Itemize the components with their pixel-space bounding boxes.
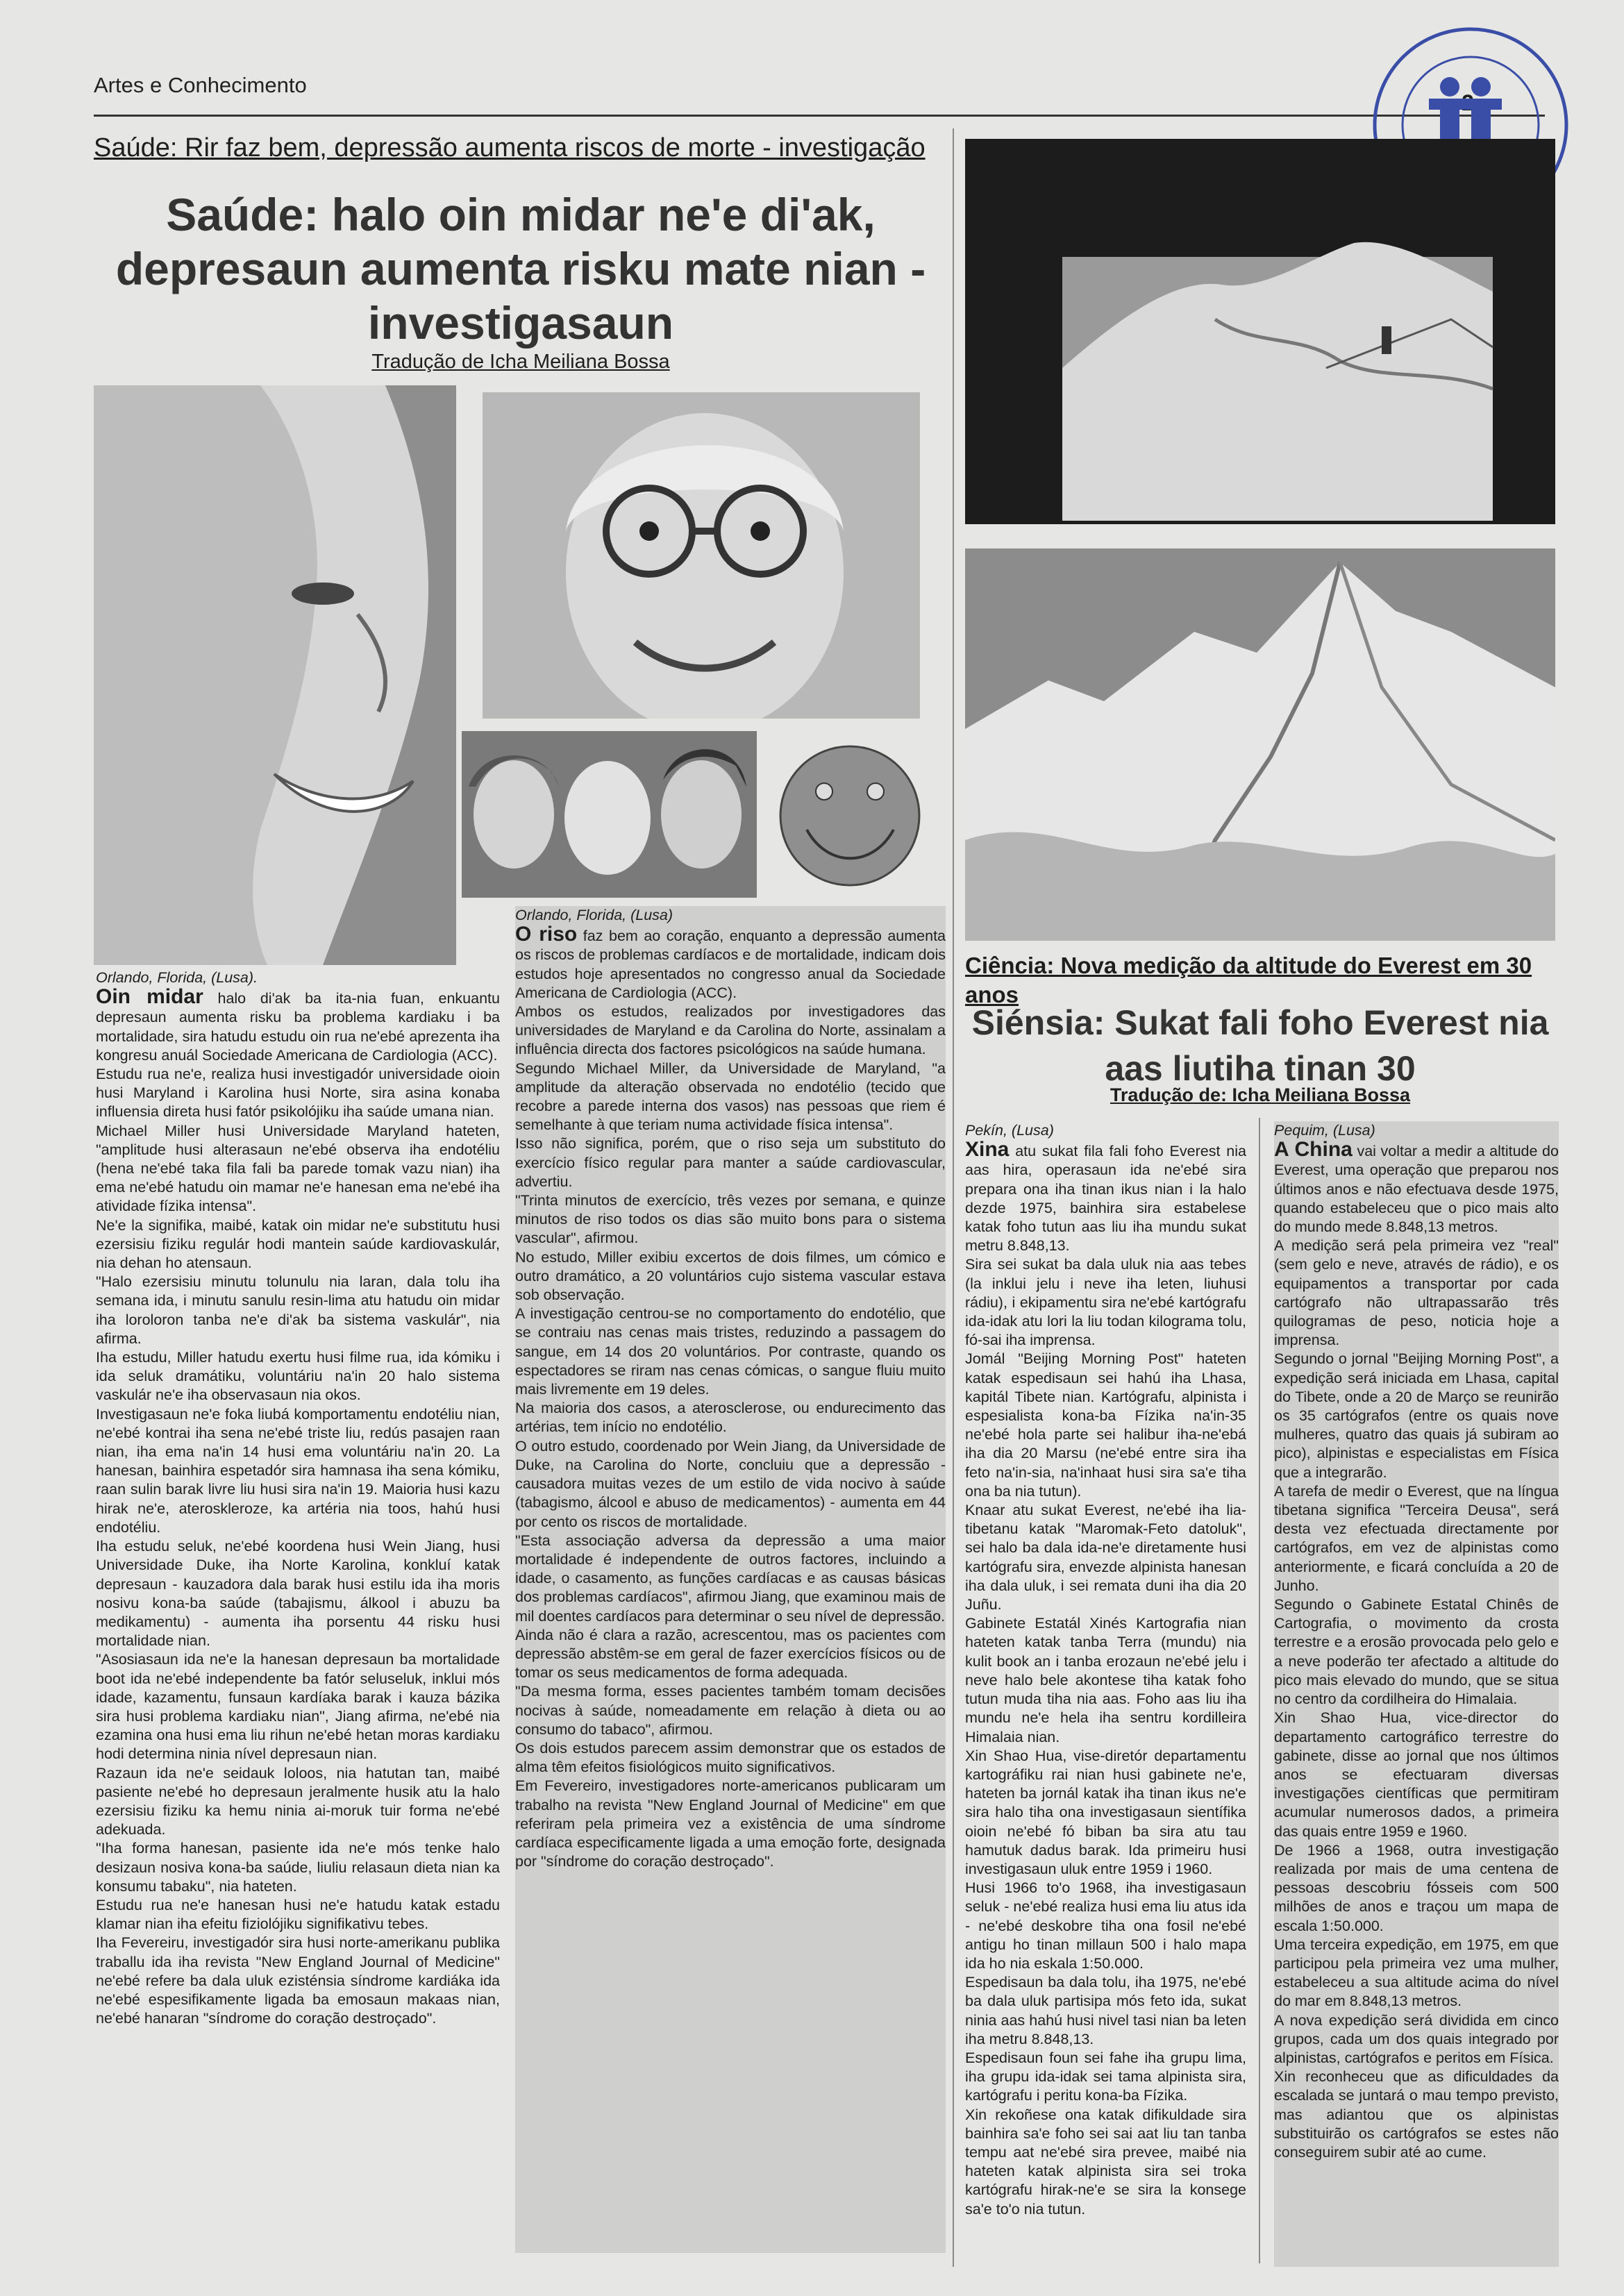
three-women-photo (462, 731, 757, 898)
article2-headline: Siénsia: Sukat fali foho Everest nia aas liutiha tinan 30 (971, 1003, 1549, 1088)
article1-portuguese-paragraph: Ainda não é clara a razão, acrescentou, mas os pacientes com depressão abstêm-se em geral de fazer exercícios físicos ou de tomar os seus medicamentos de forma adequada. (515, 1626, 946, 1682)
article1-portuguese-paragraph: Ambos os estudos, realizados por investigadores das universidades de Maryland e da Carolina do Norte, assinalam a influência directa dos factores psicológicos na saúde humana. (515, 1003, 946, 1058)
article1-tetum-lead: Oin midar (96, 985, 203, 1009)
column-divider (1259, 1118, 1260, 2263)
article1-portuguese-column (515, 906, 946, 2253)
article1-portuguese-paragraph: O outro estudo, coordenado por Wein Jiang, da Universidade de Duke, na Carolina do Norte, concluiu que a depressão - causadora muitas vezes de um estilo de vida nocivo à saúde (tabagismo, álcool e abuso de medicamentos) - aumenta em 44 por cento os riscos de mortalidade. (515, 1437, 946, 1530)
article2-portuguese-paragraph: De 1966 a 1968, outra investigação realizada por mais de uma centena de pessoas descobriu fósseis com 500 milhões de anos e traçou um mapa de escala 1:50.000. (1274, 1841, 1559, 1934)
article1-tetum-dateline: Orlando, Florida, (Lusa). (96, 969, 258, 986)
article2-portuguese-paragraph: A tarefa de medir o Everest, que na língua tibetana significa "Terceira Deusa", será desta vez efectuada directamente por cartógrafos, em vez de alpinistas como anteriormente, e ficará concluída a 20 de Junho. (1274, 1482, 1559, 1594)
article2-portuguese-paragraph: Segundo o Gabinete Estatal Chinês de Cartografia, o movimento da crosta terrestre e a erosão provocada pelo gelo e a neve poderão ter afectado a altitude do pico mais elevado do mundo, que se situa no centro da cordilheira do Himalaia. (1274, 1596, 1559, 1708)
article1-tetum-paragraph: Iha estudu, Miller hatudu exertu husi filme rua, ida kómiku i ida seluk dramátiku, voluntáriu na'in 20 halo sistema vaskulár ne'e iha observasaun nia okos. (96, 1349, 500, 1404)
article2-kicker: Ciência: Nova medição da altitude do Everest em 30 anos (965, 953, 1532, 1007)
article2-tetum-column (965, 1121, 1246, 2267)
article1-portuguese-paragraph: "Esta associação adversa da depressão a uma maior mortalidade é independente de outros factores, incluindo a idade, o casamento, as funções cardíacas e as causas básicas dos problemas cardíacos", afirmou Jiang, que examinou mais de mil doentes cardíacos para determinar o seu nível de depressão. (515, 1532, 946, 1625)
article2-portuguese-lead: A China (1274, 1138, 1353, 1162)
article1-translator: Tradução de Icha Meiliana Bossa (371, 351, 670, 373)
section-label: Artes e Conhecimento (94, 73, 307, 97)
article1-portuguese-paragraph: A investigação centrou-se no comportamento do endotélio, que se contraiu nas cenas mais tristes, reduzindo a passagem do sangue, em 14 dos 20 voluntários. Por contraste, quando os espectadores se riram nas cenas cómicas, o sangue fluiu muito mais livremente em 19 deles. (515, 1305, 946, 1398)
article1-tetum-paragraph: "Iha forma hanesan, pasiente ida ne'e mós tenke halo desizaun nosiva kona-ba saúde, liuliu relasaun dieta nian ka konsumu tabaku", nia hateten. (96, 1840, 500, 1895)
article2-tetum-lead: Xina (965, 1138, 1010, 1162)
article2-tetum-paragraph: Gabinete Estatál Xinés Kartografia nian hateten katak tanba Terra (mundu) nia kulit book an i tanba erozaun ne'ebé jelu i neve halo bele akontese tiha katak foho tutun muda tiha nia aas. Foho aas liu iha mundu ne'e hela iha sentru kordilleira Himalaia nian. (965, 1615, 1246, 1745)
article1-portuguese-paragraph: Em Fevereiro, investigadores norte-americanos publicaram um trabalho na revista "New England Journal of Medicine" em que referiram pela primeira vez a existência de uma síndrome cardíaca especificamente ligada a uma emoção forte, designada por "síndrome do coração destroçado". (515, 1777, 946, 1870)
article2-portuguese-paragraph: Uma terceira expedição, em 1975, em que participou pela primeira vez uma mulher, estabeleceu a sua altitude acima do nível do mar em 8.848,13 metros. (1274, 1936, 1559, 2010)
article1-tetum-paragraph: Investigasaun ne'e foka liubá komportamentu endotéliu nian, ne'ebé kontrai iha sena ne'ebé triste liu, redús pasajen raan nian, iha ema na'in 14 husi ema voluntáriu na'in 20. La hanesan, bainhira espetadór sira hamnasa iha sena kómiku, raan sulin barak livre liu husi sira na'in 19. Maioria husi kazu hirak ne'e, aterosklerozе, ka artéria nia toos, hahú husi endotéliu. (96, 1405, 500, 1536)
article1-portuguese-paragraph: "Trinta minutos de exercício, três vezes por semana, e quinze minutos de riso todos os dias são muito bons para o sistema vascular", afirmou. (515, 1192, 946, 1247)
article2-tetum-paragraph: Sira sei sukat ba dala uluk nia aas tebes (la inklui jelu i neve iha leten, liuhusi rádiu), i ekipamentu sira ne'ebé kartógrafu ida-idak atu lori la liu todan kilograma tolu, fó-sai iha imprensa. (965, 1256, 1246, 1349)
article2-tetum-paragraph: Husi 1966 to'o 1968, iha investigasaun seluk - ne'ebé realiza husi ema liu atus ida - ne'ebé deskobre tiha ona fosil ne'ebé antigu ho tinan millaun 500 i halo mapa ida ho nia eskala 1:50.000. (965, 1879, 1246, 1972)
article2-portuguese-paragraph: A nova expedição será dividida em cinco grupos, cada um dos quais integrado por alpinistas, cartógrafos e peritos em Física. (1274, 2011, 1559, 2066)
article2-portuguese-paragraph: Segundo o jornal "Beijing Morning Post", a expedição será iniciada em Lhasa, capital do Tibete, onde a 20 de Março se reunirão os 35 cartógrafos (entre os quais nove mulheres, quatro das quais já subiram ao pico), alpinistas e especialistas em Física que a integrarão. (1274, 1350, 1559, 1481)
article1-portuguese-paragraph: Isso não significa, porém, que o riso seja um substituto do exercício físico regular para manter a saúde cardiovascular, advertiu. (515, 1135, 946, 1190)
article1-tetum-paragraph: Ne'e la signifika, maibé, katak oin midar ne'e substitutu husi ezersisiu fiziku regulár hodi mantein saúde kardiovaskulár, nia dehan ho atensaun. (96, 1216, 500, 1272)
article2-portuguese-dateline: Pequim, (Lusa) (1274, 1122, 1375, 1139)
article1-tetum-paragraph: Iha estudu seluk, ne'ebé koordena husi Wein Jiang, husi Universidade Duke, iha Norte Karolina, konkluí katak depresaun - kauzadora dala barak husi estilu ida iha moris nosivu kona-ba saúde (tabajismu, álkool i abuzu ba medikamentu) - aumenta iha porsentu 44 risku husi mortalidade nian. (96, 1538, 500, 1650)
article1-portuguese-paragraph: No estudo, Miller exibiu excertos de dois filmes, um cómico e outro dramático, a 20 voluntários cujo sistema vascular estava sob observação. (515, 1248, 946, 1304)
article1-portuguese-lead: O riso (515, 923, 578, 946)
article2-portuguese-column (1274, 1121, 1559, 2267)
article1-headline: Saúde: halo oin midar ne'e di'ak, depresaun aumenta risku mate nian - investigasaun (115, 189, 926, 349)
article2-tetum-paragraph: Xina atu sukat fila fali foho Everest nia aas hira, operasaun ida ne'ebé sira prepara ona iha tinan ikus nian i la halo dezde 1975, bainhira sira estabelese katak foho tutun aas liu iha mundu sukat metru 8.848,13. (965, 1138, 1246, 1255)
article1-portuguese-paragraph: Os dois estudos parecem assim demonstrar que os estados de alma têm efeitos fisiológicos muito significativos. (515, 1739, 946, 1776)
article1-tetum-paragraph: "Asosiasaun ida ne'e la hanesan depresaun ba mortalidade boot ida ne'ebé independente ba fatór seluseluk, inklui mós idade, kazamentu, funsaun kardíaka barak i kauza bázika sira husi problema kardiaku nian", Jiang afirma, ne'ebé nia ezamina ona husi ema liu rihun ne'ebé hetan moras kardiaku hodi determina ninia nível depresaun nian. (96, 1651, 500, 1763)
article1-tetum-paragraph: Michael Miller husi Universidade Maryland hateten, "amplitude husi alterasaun ne'ebé observa iha endotéliu (hena ne'ebé taka fila fali ba parede tomak vazu nian) iha ema ne'ebé hatudu oin mamar ne'e hanesan ema ne'ebé iha atividade fízika intensa". (96, 1122, 500, 1215)
article2-tetum-paragraph: Espedisaun foun sei fahe iha grupu lima, iha grupu ida-idak sei tama alpinista sira, kartógrafu i peritu kona-ba Fízika. (965, 2049, 1246, 2104)
header-rule (94, 115, 1545, 117)
article2-tetum-paragraph: Espedisaun ba dala tolu, iha 1975, ne'ebé ba dala uluk partisipa mós feto ida, sukat ninia aas hahú husi nivel tasi nian ba leten iha metru 8.848,13. (965, 1974, 1246, 2047)
article1-tetum-paragraph: Razaun ida ne'e seidauk loloos, nia hatutan tan, maibé pasiente ne'ebé ho depresaun jeralmente husik atu la halo ezersisiu fiziku ka hemu ninia ai-moruk tuir forma ne'ebé adekuada. (96, 1764, 500, 1838)
article1-tetum-paragraph: Estudu rua ne'e hanesan husi ne'e hatudu katak estadu klamar nian iha efeitu fiziolójiku signifikativu tebes. (96, 1896, 500, 1933)
article1-tetum-paragraph: Oin midar halo di'ak ba ita-nia fuan, enkuantu depresaun aumenta risku ba problema kardiaku i ba mortalidade, sira hatudu estudu oin rua ne'ebé aprezenta iha kongresu anuál Sociedade Americana de Cardiologia (ACC). (96, 985, 500, 1064)
article1-tetum-paragraph: "Halo ezersisiu minutu tolunulu nia laran, dala tolu iha semana ida, i minutu sanulu resin-lima atu hatudu oin midar iha loroloron tanba ne'e di'ak ba sistema vaskulár", nia afirma. (96, 1273, 500, 1347)
article2-translator: Tradução de: Icha Meiliana Bossa (1110, 1084, 1411, 1105)
article1-portuguese-paragraph: "Da mesma forma, esses pacientes também tomam decisões nocivas à saúde, nomeadamente em relação à dieta ou ao consumo do tabaco", afirmou. (515, 1683, 946, 1738)
article2-portuguese-paragraph: Xin Shao Hua, vice-director do departamento cartográfico terrestre do gabinete, disse ao jornal que nos últimos anos se efectuaram diversas investigações científicas que permitiram acumular numerosos dados, a primeira das quais entre 1959 e 1960. (1274, 1709, 1559, 1840)
column-divider (953, 128, 954, 2267)
article1-tetum-paragraph: Iha Fevereiru, investigadór sira husi norte-amerikanu publika traballu ida iha revista "New England Journal of Medicine" ne'ebé refere ba dala uluk ezisténsia síndrome kardiáka ida ne'ebé espesifikamente ligada ba emosaun makaas nian, ne'ebé hanaran "síndrome do coração destroçado". (96, 1934, 500, 2027)
article1-tetum-paragraph: Estudu rua ne'e, realiza husi investigadór universidade oioin husi Maryland i Karolina husi Norte, sira asina konaba influensia direta husi fatór psikolójiku iha saúde umana nian. (96, 1066, 500, 1121)
smiley-icon (769, 739, 932, 892)
article2-portuguese-paragraph: Xin reconheceu que as dificuldades da escalada se juntará o mau tempo previsto, mas adiantou que os alpinistas substituirão os cartógrafos se estes não conseguirem subir até ao cume. (1274, 2068, 1559, 2161)
article2-portuguese-paragraph: A medição será pela primeira vez "real" (sem gelo e neve, através de rádio), e os equipamentos a transportar por cada cartógrafo não ultrapassarão três quilogramas de peso, noticia hoje a imprensa. (1274, 1237, 1559, 1349)
woman-portrait-photo (94, 385, 456, 965)
article2-tetum-paragraph: Xin Shao Hua, vise-diretór departamentu kartográfiku rai nian husi gabinete ne'e, hateten ba jornál katak iha tinan ikus ne'e sira halo tiha ona investigasaun sientífika oioin ne'ebé fó biban ba sira atu tau hamutuk dadus barak. Ida primeiru husi investigasaun uluk entre 1959 i 1960. (965, 1747, 1246, 1877)
article2-tetum-dateline: Pekín, (Lusa) (965, 1122, 1054, 1139)
article2-tetum-paragraph: Jomál "Beijing Morning Post" hateten katak espedisaun sei hahú iha Lhasa, kapitál Tibete nian. Kartógrafu, alpinista i espesialista kona-ba Fízika na'in-35 ne'ebé hola parte sei halibur iha-ne'ebá iha dia 20 Marsu (ne'ebé entre sira iha feto na'in-sia, na'inhaat husi sira sa'e tiha ona ba nia tutun). (965, 1350, 1246, 1500)
article1-tetum-column (96, 969, 500, 2274)
article2-tetum-paragraph: Xin rekoñese ona katak difikuldade sira bainhira sa'e foho sei sai aat liu tan tanba tempu aat ne'ebé sira prevee, maibé nia hateten katak alpinista sira sei troka kartógrafu hirak-ne'e se sira la konsege sa'e to'o nia tutun. (965, 2106, 1246, 2218)
everest-peak-photo (965, 548, 1555, 941)
article2-tetum-paragraph: Knaar atu sukat Everest, ne'ebé iha lia-tibetanu katak "Maromak-Feto datoluk", sei halo ba dala ida-ne'e diretamente husi kartógrafu sira, envezde alpinista hanesan iha dala uluk, i sei remata duni iha dia 20 Juñu. (965, 1502, 1246, 1614)
article1-portuguese-dateline: Orlando, Florida, (Lusa) (515, 907, 673, 923)
everest-climbers-photo (965, 139, 1555, 524)
article2-portuguese-paragraph: A China vai voltar a medir a altitude do Everest, uma operação que preparou nos últimos anos e não efectuava desde 1975, quando estabeleceu que o pico mais alto do mundo mede 8.848,13 metros. (1274, 1138, 1559, 1236)
man-with-glasses-photo (483, 392, 920, 719)
article1-portuguese-paragraph: Segundo Michael Miller, da Universidade de Maryland, "a amplitude da alteração observada no endotélio (tecido que recobre a parede interna dos vasos) nas pessoas que riem é semelhante à que teriam numa actividade física intensa". (515, 1059, 946, 1134)
article1-kicker: Saúde: Rir faz bem, depressão aumenta riscos de morte - investigação (94, 133, 926, 162)
article1-portuguese-paragraph: Na maioria dos casos, a aterosclerose, ou endurecimento das artérias, tem início no endotélio. (515, 1400, 946, 1436)
article1-portuguese-paragraph: O riso faz bem ao coração, enquanto a depressão aumenta os riscos de problemas cardíacos e de mortalidade, indicam dois estudos hoje apresentados no congresso anual da Sociedade Americana de Cardiologia (ACC). (515, 923, 946, 1001)
